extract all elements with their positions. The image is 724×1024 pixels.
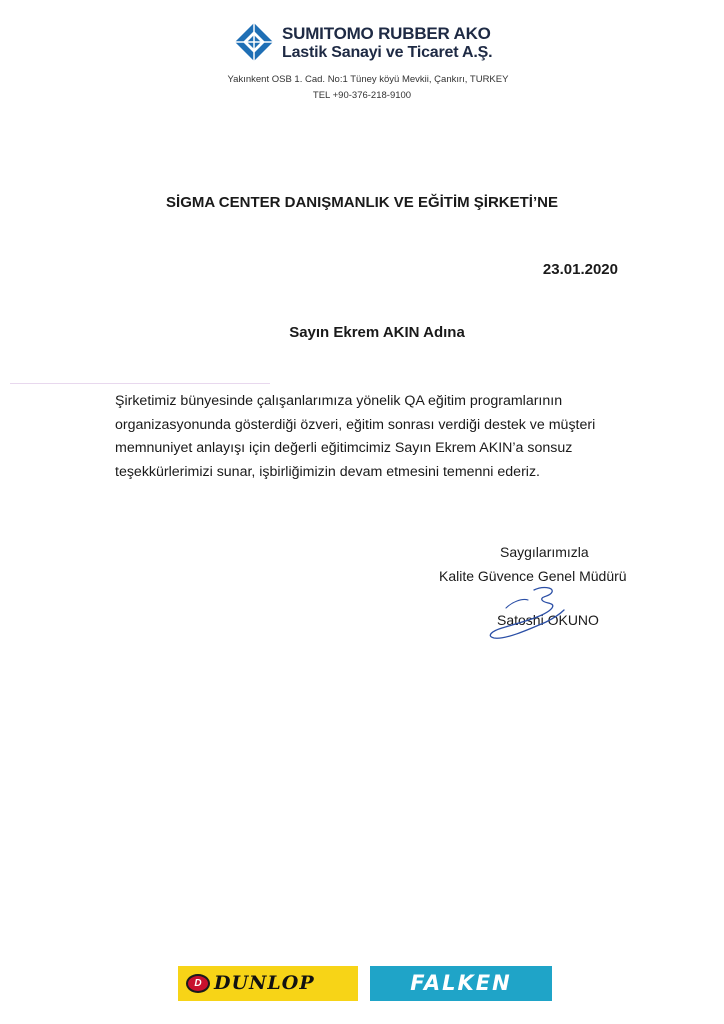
diamond-logo-icon [234, 22, 274, 62]
salutation: Sayın Ekrem AKIN Adına [289, 324, 465, 341]
handwritten-signature [482, 578, 572, 648]
falken-wordmark: FALKEN [410, 971, 512, 995]
company-subtitle: Lastik Sanayi ve Ticaret A.Ş. [282, 44, 493, 61]
dunlop-badge-icon: D [186, 974, 210, 993]
company-phone: TEL +90-376-218-9100 [312, 90, 412, 101]
falken-logo [370, 966, 552, 1001]
dunlop-wordmark: DUNLOP [214, 972, 315, 994]
signer-title: Kalite Güvence Genel Müdürü [439, 568, 627, 584]
dunlop-logo [178, 966, 358, 1001]
body-line: memnuniyet anlayışı için değerli eğitimcimiz Sayın Ekrem AKIN’a sonsuz [115, 440, 573, 456]
body-line: teşekkürlerimizi sunar, işbirliğimizin devam etmesini temenni ederiz. [115, 463, 540, 480]
company-address: Yakınkent OSB 1. Cad. No:1 Tüney köyü Mevkii, Çankırı, TURKEY [227, 74, 509, 85]
letter-body [115, 390, 635, 484]
company-name: SUMITOMO RUBBER AKO [282, 24, 491, 43]
recipient-heading: SİGMA CENTER DANIŞMANLIK VE EĞİTİM ŞİRKETİ’NE [166, 194, 558, 211]
closing-phrase: Saygılarımızla [500, 544, 589, 560]
body-line: Şirketimiz bünyesinde çalışanlarımıza yönelik QA eğitim programlarının [115, 393, 563, 409]
signer-name: Satoshi OKUNO [497, 612, 599, 628]
body-line: organizasyonunda gösterdiği özveri, eğitim sonrası verdiği destek ve müşteri [115, 416, 596, 433]
scan-artifact-line [10, 383, 270, 384]
letter-date: 23.01.2020 [542, 261, 618, 278]
